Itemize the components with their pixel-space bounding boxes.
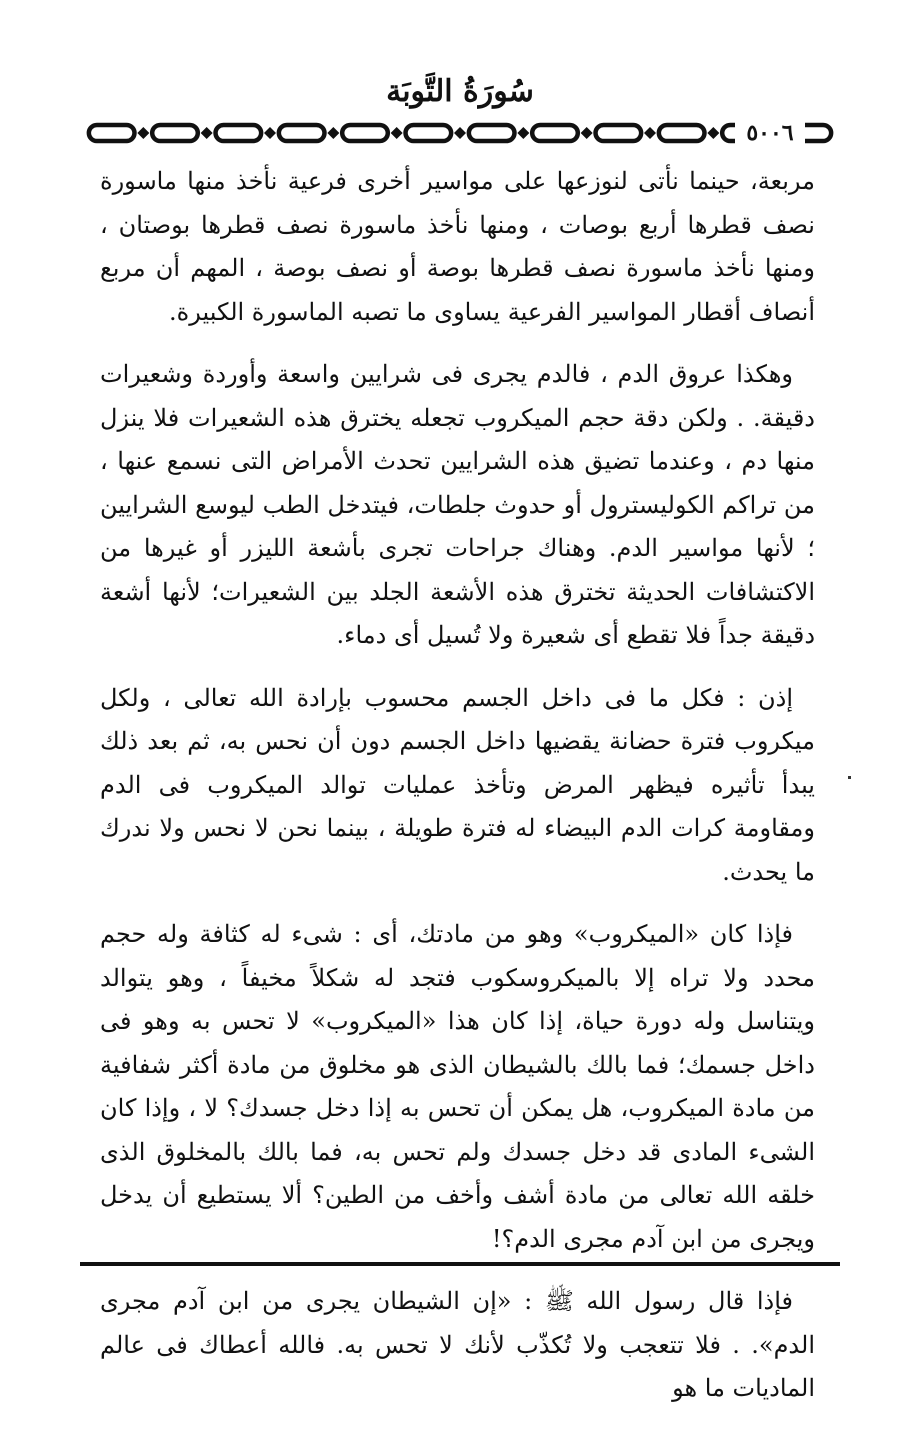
- ornament-link: [406, 125, 452, 141]
- ornament-diamond: [201, 127, 213, 139]
- ornament-link: [532, 125, 578, 141]
- surah-title: سُورَةُ التَّوبَة: [386, 74, 534, 109]
- ornament-diamond: [517, 127, 529, 139]
- ornament-link: [216, 125, 262, 141]
- paragraph-4: فإذا كان «الميكروب» وهو من مادتك، أى : شىء له كثافة وله حجم محدد ولا تراه إلا بالميكروسكوب فتجد له شكلاً مخيفاً ، وهو يتوالد ويتناسل وله دورة حياة، إذا كان هذا «الميكروب» لا تحس به وهو فى داخل جسمك؛ فما بالك بالشيطان الذى هو مخلوق من مادة أكثر شفافية من مادة الميكروب، هل يمكن أن تحس به إذا دخل جسدك؟ لا ، وإذا كان الشىء المادى قد دخل جسدك ولم تحس به، فما بالك بالمخلوق الذى خلقه الله تعالى من مادة أشف وأخف من الطين؟ ألا يستطيع أن يدخل ويجرى من ابن آدم مجرى الدم؟!: [100, 920, 815, 1253]
- ornament-diamond: [137, 127, 149, 139]
- ornament-diamond: [327, 127, 339, 139]
- ornament-link: [469, 125, 515, 141]
- page-number: ٥٠٠٦: [735, 119, 805, 147]
- footer-rule: [80, 1262, 840, 1266]
- ornament-link: [659, 125, 705, 141]
- ornament-link: [279, 125, 325, 141]
- body-text: [100, 160, 815, 1430]
- paragraph-2: وهكذا عروق الدم ، فالدم يجرى فى شرايين واسعة وأوردة وشعيرات دقيقة. . ولكن دقة حجم الميكروب تجعله يخترق هذه الشعيرات فلا ينزل منها دم ، وعندما تضيق هذه الشرايين تحدث الأمراض التى نسمع عنها ، من تراكم الكوليسترول أو حدوث جلطات، فيتدخل الطب ليوسع الشرايين ؛ لأنها مواسير الدم. وهناك جراحات تجرى بأشعة الليزر أو غيرها من الاكتشافات الحديثة تخترق هذه الأشعة الجلد بين الشعيرات؛ لأنها أشعة دقيقة جداً فلا تقطع أى شعيرة ولا تُسيل أى دماء.: [99, 360, 815, 649]
- ornament-link: [596, 125, 642, 141]
- ornament-diamond: [391, 127, 403, 139]
- ornament-diamond: [644, 127, 656, 139]
- ornament-diamond: [581, 127, 593, 139]
- ornament-link: [89, 125, 135, 141]
- paragraph-3: إذن : فكل ما فى داخل الجسم محسوب بإرادة الله تعالى ، ولكل ميكروب فترة حضانة يقضيها داخل الجسم دون أن نحس به، ثم بعد ذلك يبدأ تأثيره فيظهر المرض وتأخذ عمليات توالد الميكروب فى الدم ومقاومة كرات الدم البيضاء له فترة طويلة ، بينما نحن لا نحس ولا ندرك ما يحدث.: [100, 683, 815, 886]
- ornament-diamond: [264, 127, 276, 139]
- paragraph-5: فإذا قال رسول الله ﷺ : «إن الشيطان يجرى من ابن آدم مجرى الدم». . فلا تتعجب ولا تُكذّب لأنك لا تحس به. فالله أعطاك فى عالم الماديات ما هو: [100, 1287, 815, 1402]
- paragraph-1: مربعة، حينما نأتى لنوزعها على مواسير أخرى فرعية نأخذ منها ماسورة نصف قطرها أربع بوصات ، ومنها نأخذ ماسورة نصف قطرها بوصتان ، ومنها نأخذ ماسورة نصف قطرها بوصة أو نصف بوصة ، المهم أن مربع أنصاف أقطار المواسير الفرعية يساوى ما تصبه الماسورة الكبيرة.: [100, 167, 815, 326]
- ornament-link: [342, 125, 388, 141]
- ornament-diamond: [707, 127, 719, 139]
- header-ornament-border: [80, 118, 840, 148]
- ornament-diamond: [454, 127, 466, 139]
- margin-speck: [848, 776, 851, 779]
- ornament-link: [152, 125, 198, 141]
